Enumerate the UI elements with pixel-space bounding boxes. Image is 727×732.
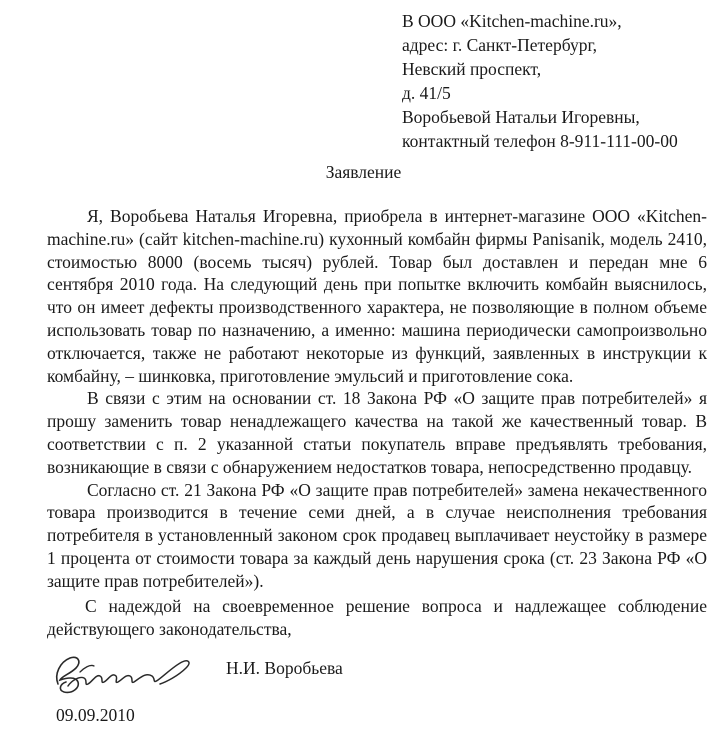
addressee-line: контактный телефон 8-911-111-00-00 [402, 131, 678, 151]
document-body [47, 205, 707, 593]
closing-text: С надеждой на своевременное решение вопроса и надлежащее соблюдение действующего законодательства, [47, 596, 707, 639]
document-date: 09.09.2010 [56, 705, 135, 725]
document-title: Заявление [325, 162, 402, 182]
signer-name: Н.И. Воробьева [226, 658, 343, 678]
body-paragraph: Согласно ст. 21 Закона РФ «О защите прав потребителей» замена некачественного товара производится в течение семи дней, а в случае неисполнения требования потребителя в установленный законом срок продавец выплачивает неустойку в размере 1 процента от стоимости товара за каждый день нарушения срока (ст. 23 Закона РФ «О защите прав потребителей»). [47, 479, 707, 591]
addressee-line: Невский проспект, [402, 59, 542, 79]
body-paragraph: Я, Воробьева Наталья Игоревна, приобрела в интернет-магазине ООО «Kitchen-machine.ru» (сайт kitchen-machine.ru) кухонный комбайн фирмы Panisanik, модель 2410, стоимостью 8000 (восемь тысяч) рублей. Товар был доставлен и передан мне 6 сентября 2010 года. На следующий день при попытке включить комбайн выяснилось, что он имеет дефекты производственного характера, не позволяющие в полном объеме использовать товар по назначению, а именно: машина периодически самопроизвольно отключается, также не работают некоторые из функций, заявленных в инструкции к комбайну, – шинковка, приготовление эмульсий и приготовление сока. [47, 206, 707, 386]
body-paragraph: В связи с этим на основании ст. 18 Закона РФ «О защите прав потребителей» я прошу заменить товар ненадлежащего качества на такой же качественный товар. В соответствии с п. 2 указанной статьи покупатель вправе предъявлять требования, возникающие в связи с обнаружением недостатков товара, непосредственно продавцу. [47, 388, 707, 477]
closing-block [47, 595, 707, 641]
addressee-line: д. 41/5 [402, 83, 451, 103]
handwritten-signature-icon [50, 650, 200, 700]
addressee-line: В ООО «Kitchen-machine.ru», [402, 11, 622, 31]
addressee-line: Воробьевой Натальи Игоревны, [402, 107, 640, 127]
addressee-block [402, 9, 722, 153]
addressee-line: адрес: г. Санкт-Петербург, [402, 35, 598, 55]
